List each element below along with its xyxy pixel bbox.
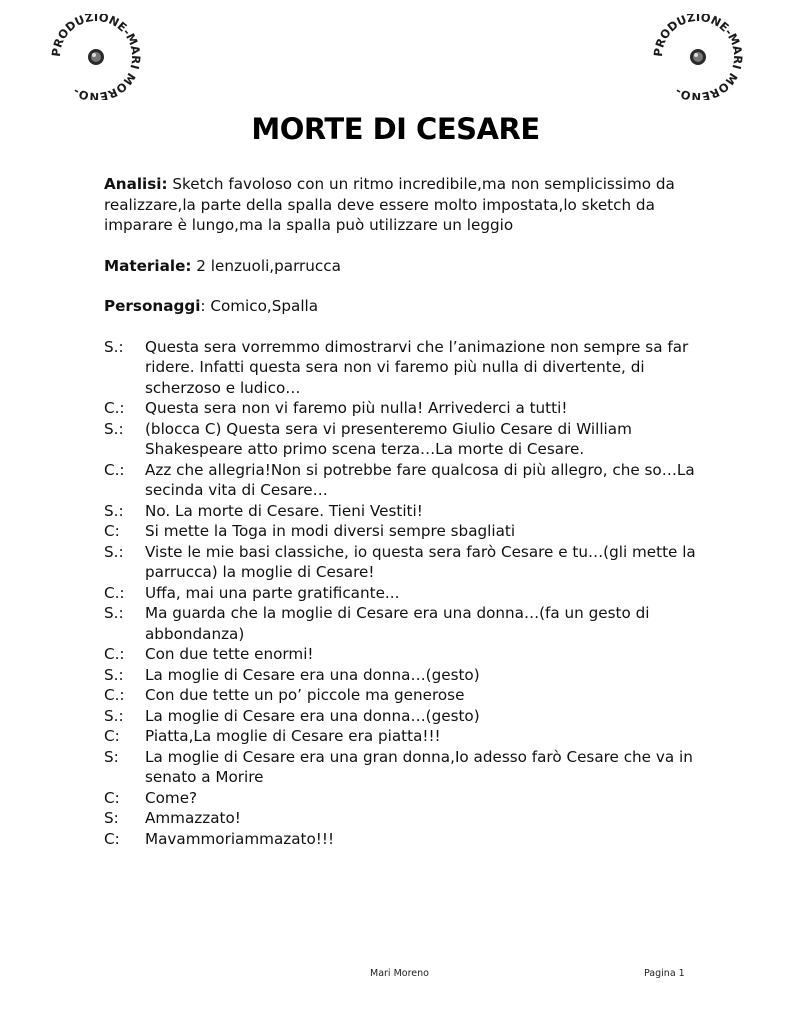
speaker-label: C: — [104, 788, 120, 807]
speaker-label: C: — [104, 727, 120, 745]
production-logo-seal — [38, 14, 154, 100]
line-text: Questa sera non vi faremo più nulla! Arrivederci a tutti! — [145, 399, 568, 417]
speaker-label: S.: — [104, 542, 124, 561]
speaker-label: C: — [104, 829, 120, 848]
dialogue-line — [104, 726, 714, 747]
speaker-label: S.: — [104, 706, 124, 725]
speaker-label: S.: — [104, 501, 124, 520]
line-text: Con due tette enormi! — [145, 645, 314, 663]
dialogue-list — [104, 337, 714, 850]
footer-author: Mari Moreno — [370, 968, 429, 979]
speaker-label: S: — [104, 809, 119, 827]
materiale-text: 2 lenzuoli,parrucca — [191, 256, 341, 275]
logo-text: PRODUZIONE-MARI MORENO- — [650, 14, 746, 100]
line-text: Piatta,La moglie di Cesare era piatta!!! — [145, 727, 441, 745]
dialogue-line — [104, 337, 714, 399]
speaker-label: C: — [104, 522, 120, 540]
line-text: Questa sera vorremmo dimostrarvi che l’animazione non sempre sa far ridere. Infatti questa sera non vi faremo più nulla di divertente, di scherzoso e ludico… — [145, 337, 689, 397]
dialogue-line — [104, 419, 714, 460]
personaggi-paragraph — [104, 296, 714, 317]
line-text: Si mette la Toga in modi diversi sempre sbagliati — [145, 522, 516, 540]
logo-text: PRODUZIONE-MARI MORENO- — [48, 14, 144, 100]
dialogue-line — [104, 398, 714, 419]
dialogue-line — [104, 706, 714, 727]
line-text: La moglie di Cesare era una gran donna,Io adesso farò Cesare che va in senato a Morire — [145, 747, 693, 786]
dialogue-line — [104, 603, 714, 644]
materiale-label: Materiale: — [104, 256, 192, 275]
dialogue-line — [104, 583, 714, 604]
line-text: Come? — [145, 788, 198, 807]
speaker-label: C.: — [104, 583, 125, 602]
line-text: No. La morte di Cesare. Tieni Vestiti! — [145, 501, 423, 520]
personaggi-label: Personaggi — [104, 297, 201, 315]
materiale-paragraph — [104, 256, 714, 277]
speaker-label: S: — [104, 747, 119, 766]
dialogue-line — [104, 808, 714, 829]
analisi-text: Sketch favoloso con un ritmo incredibile,ma non semplicissimo da realizzare,la parte della spalla deve essere molto impostata,lo sketch da imparare è lungo,ma la spalla può utilizzare un leggio — [104, 175, 675, 234]
dialogue-line — [104, 685, 714, 706]
dialogue-line — [104, 829, 714, 850]
line-text: La moglie di Cesare era una donna…(gesto) — [145, 665, 480, 684]
speaker-label: C.: — [104, 645, 125, 663]
analisi-paragraph — [104, 174, 714, 236]
page-title: MORTE DI CESARE — [251, 112, 540, 146]
dialogue-line — [104, 644, 714, 665]
dialogue-line — [104, 521, 714, 542]
production-logo-right — [640, 14, 756, 100]
line-text: La moglie di Cesare era una donna…(gesto) — [145, 706, 480, 725]
line-text: Azz che allegria!Non si potrebbe fare qualcosa di più allegro, che so…La secinda vita di Cesare… — [145, 460, 695, 499]
line-text: Uffa, mai una parte gratificante... — [145, 583, 400, 602]
production-logo-seal — [640, 14, 756, 100]
line-text: Mavammoriammazato!!! — [145, 829, 335, 848]
speaker-label: C.: — [104, 460, 125, 479]
line-text: (blocca C) Questa sera vi presenteremo Giulio Cesare di William Shakespeare atto primo scena terza…La morte di Cesare. — [145, 419, 632, 458]
personaggi-text: : Comico,Spalla — [200, 297, 319, 315]
production-logo-left — [38, 14, 154, 100]
line-text: Ammazzato! — [145, 809, 241, 827]
speaker-label: S.: — [104, 604, 124, 622]
speaker-label: S.: — [104, 419, 124, 438]
dialogue-line — [104, 788, 714, 809]
footer-page-number: Pagina 1 — [644, 968, 685, 979]
dialogue-line — [104, 460, 714, 501]
speaker-label: C.: — [104, 399, 125, 417]
dialogue-line — [104, 501, 714, 522]
speaker-label: C.: — [104, 686, 125, 704]
document-body — [104, 174, 714, 849]
dialogue-line — [104, 747, 714, 788]
line-text: Ma guarda che la moglie di Cesare era una donna…(fa un gesto di abbondanza) — [145, 604, 650, 643]
line-text: Con due tette un po’ piccole ma generose — [145, 686, 465, 704]
dialogue-line — [104, 665, 714, 686]
line-text: Viste le mie basi classiche, io questa sera farò Cesare e tu…(gli mette la parrucca) la moglie di Cesare! — [145, 542, 696, 581]
analisi-label: Analisi: — [104, 175, 168, 193]
speaker-label: S.: — [104, 337, 124, 356]
dialogue-line — [104, 542, 714, 583]
speaker-label: S.: — [104, 665, 124, 684]
